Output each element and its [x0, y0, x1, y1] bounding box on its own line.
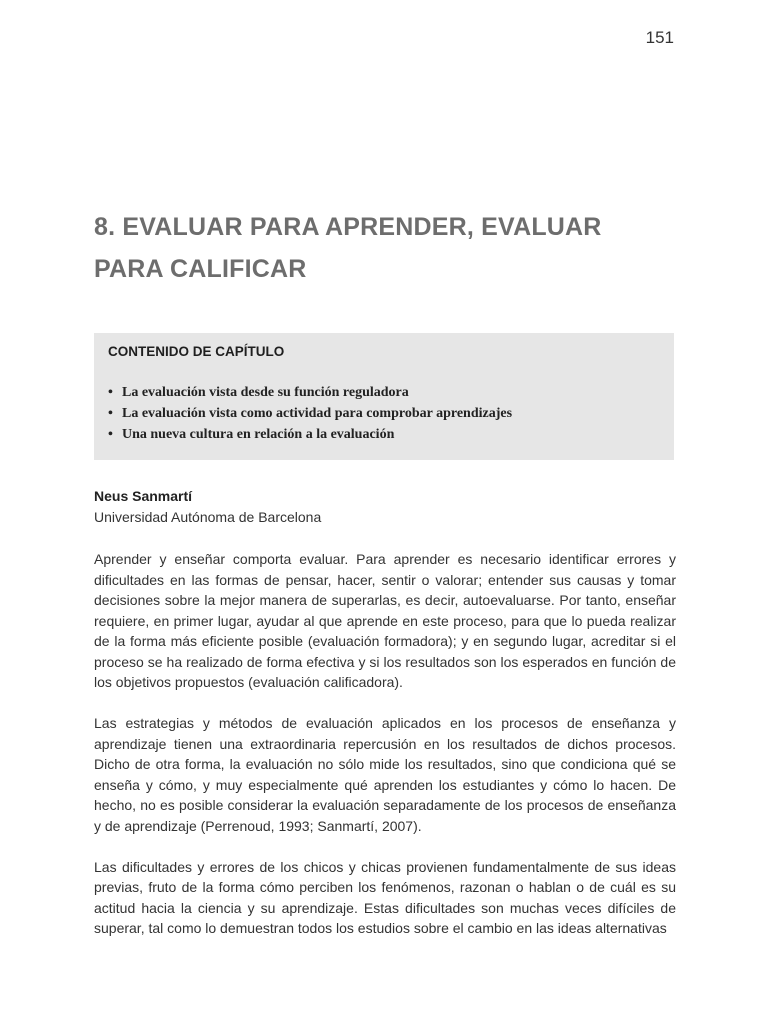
- bullet-icon: •: [108, 406, 113, 421]
- author-name: Neus Sanmartí: [94, 488, 193, 504]
- chapter-contents-list: [108, 382, 660, 445]
- body-paragraph: Las estrategias y métodos de evaluación aplicados en los procesos de enseñanza y aprendizaje tienen una extraordinaria repercusión en los resultados de dichos procesos. Dicho de otra forma, la evaluación no sólo mide los resultados, sino que condiciona qué se enseña y cómo, y muy especialmente qué aprenden los estudiantes y cómo lo hacen. De hecho, no es posible considerar la evaluación separadamente de los procesos de enseñanza y de aprendizaje (Perrenoud, 1993; Sanmartí, 2007).: [94, 715, 676, 834]
- chapter-contents-item-text: La evaluación vista desde su función reguladora: [122, 385, 409, 400]
- chapter-contents-item: [108, 424, 660, 445]
- body-text: [94, 549, 676, 959]
- chapter-contents-heading: CONTENIDO DE CAPÍTULO: [108, 344, 285, 359]
- chapter-contents-item-text: Una nueva cultura en relación a la evaluación: [122, 427, 395, 442]
- chapter-title: [94, 206, 674, 290]
- chapter-contents-item: [108, 403, 660, 424]
- chapter-contents-box: [94, 333, 674, 460]
- body-paragraph: Las dificultades y errores de los chicos y chicas provienen fundamentalmente de sus ideas previas, fruto de la forma cómo perciben los fenómenos, razonan o hablan o de cuál es su actitud hacia la ciencia y su aprendizaje. Estas dificultades son muchas veces difíciles de superar, tal como lo demuestran todos los estudios sobre el cambio en las ideas alternativas: [94, 858, 676, 936]
- chapter-title-line-1: 8. EVALUAR PARA APRENDER, EVALUAR: [94, 213, 602, 241]
- body-paragraph: Aprender y enseñar comporta evaluar. Para aprender es necesario identificar errores y dificultades en las formas de pensar, hacer, sentir o valorar; entender sus causas y tomar decisiones sobre la mejor manera de superarlas, es decir, autoevaluarse. Por tanto, enseñar requiere, en primer lugar, ayudar al que aprende en este proceso, para que lo pueda realizar de la forma más eficiente posible (evaluación formadora); y en segundo lugar, acreditar si el proceso se ha realizado de forma efectiva y si los resultados son los esperados en función de los objetivos propuestos (evaluación calificadora).: [94, 551, 676, 690]
- bullet-icon: •: [108, 427, 113, 442]
- author-block: [94, 486, 674, 528]
- page-number: 151: [645, 28, 674, 47]
- chapter-contents-item: [108, 382, 660, 403]
- chapter-contents-item-text: La evaluación vista como actividad para comprobar aprendizajes: [122, 406, 513, 421]
- bullet-icon: •: [108, 385, 113, 400]
- chapter-title-line-2: PARA CALIFICAR: [94, 255, 307, 283]
- author-affiliation: Universidad Autónoma de Barcelona: [94, 509, 322, 525]
